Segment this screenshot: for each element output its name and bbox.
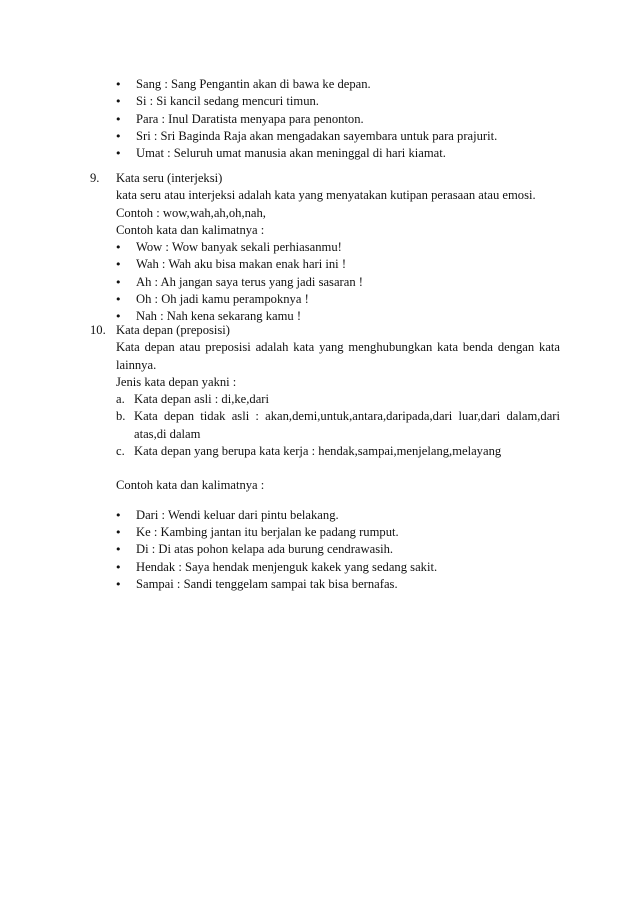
section-10-definition: Kata depan atau preposisi adalah kata yang menghubungkan kata benda dengan kata lainnya. <box>116 340 560 372</box>
section-10-list <box>90 507 560 593</box>
list-item: • Nah : Nah kena sekarang kamu ! <box>98 308 560 325</box>
type-item <box>90 443 560 460</box>
list-item: • Para : Inul Daratista menyapa para penonton. <box>98 111 568 128</box>
list-item: • Si : Si kancil sedang mencuri timun. <box>98 93 568 110</box>
list-item: • Sri : Sri Baginda Raja akan mengadakan sayembara untuk para prajurit. <box>98 128 568 145</box>
list-item: • Sampai : Sandi tenggelam sampai tak bisa bernafas. <box>98 576 560 593</box>
section-9-contoh-kalimat: Contoh kata dan kalimatnya : <box>116 222 265 237</box>
list-item: • Umat : Seluruh umat manusia akan meninggal di hari kiamat. <box>98 145 568 162</box>
section-9 <box>90 170 560 326</box>
section-10 <box>90 322 560 593</box>
type-item <box>90 408 560 443</box>
type-letter: b. <box>116 409 126 424</box>
section-number: 9. <box>90 171 100 185</box>
section-10-jenis: Jenis kata depan yakni : <box>116 374 237 389</box>
list-item: • Wah : Wah aku bisa makan enak hari ini ! <box>98 256 560 273</box>
section-title: Kata seru (interjeksi) <box>116 171 223 185</box>
type-letter: a. <box>116 392 125 407</box>
list-item: • Di : Di atas pohon kelapa ada burung cendrawasih. <box>98 541 560 558</box>
section-9-list <box>90 239 560 325</box>
list-item: • Ah : Ah jangan saya terus yang jadi sasaran ! <box>98 274 560 291</box>
section-10-heading <box>90 322 560 339</box>
list-item: • Wow : Wow banyak sekali perhiasanmu! <box>98 239 560 256</box>
type-text: Kata depan asli : di,ke,dari <box>134 392 269 407</box>
section-9-definition: kata seru atau interjeksi adalah kata yang menyatakan kutipan perasaan atau emosi. <box>116 188 536 203</box>
type-letter: c. <box>116 444 125 459</box>
list-item: • Sang : Sang Pengantin akan di bawa ke depan. <box>98 76 568 93</box>
section-9-contoh: Contoh : wow,wah,ah,oh,nah, <box>116 205 266 220</box>
section-number: 10. <box>90 323 106 337</box>
type-text: Kata depan tidak asli : akan,demi,untuk,antara,daripada,dari luar,dari dalam,dari atas,di dalam <box>134 409 560 441</box>
type-item <box>90 391 560 408</box>
section-10-contoh-kalimat: Contoh kata dan kalimatnya : <box>116 478 265 493</box>
list-item: • Ke : Kambing jantan itu berjalan ke padang rumput. <box>98 524 560 541</box>
list-top <box>98 76 568 162</box>
type-text: Kata depan yang berupa kata kerja : hendak,sampai,menjelang,melayang <box>134 444 502 459</box>
list-item: • Dari : Wendi keluar dari pintu belakang. <box>98 507 560 524</box>
section-title: Kata depan (preposisi) <box>116 323 231 337</box>
list-item: • Hendak : Saya hendak menjenguk kakek yang sedang sakit. <box>98 559 560 576</box>
section-9-heading <box>90 170 560 187</box>
list-item: • Oh : Oh jadi kamu perampoknya ! <box>98 291 560 308</box>
